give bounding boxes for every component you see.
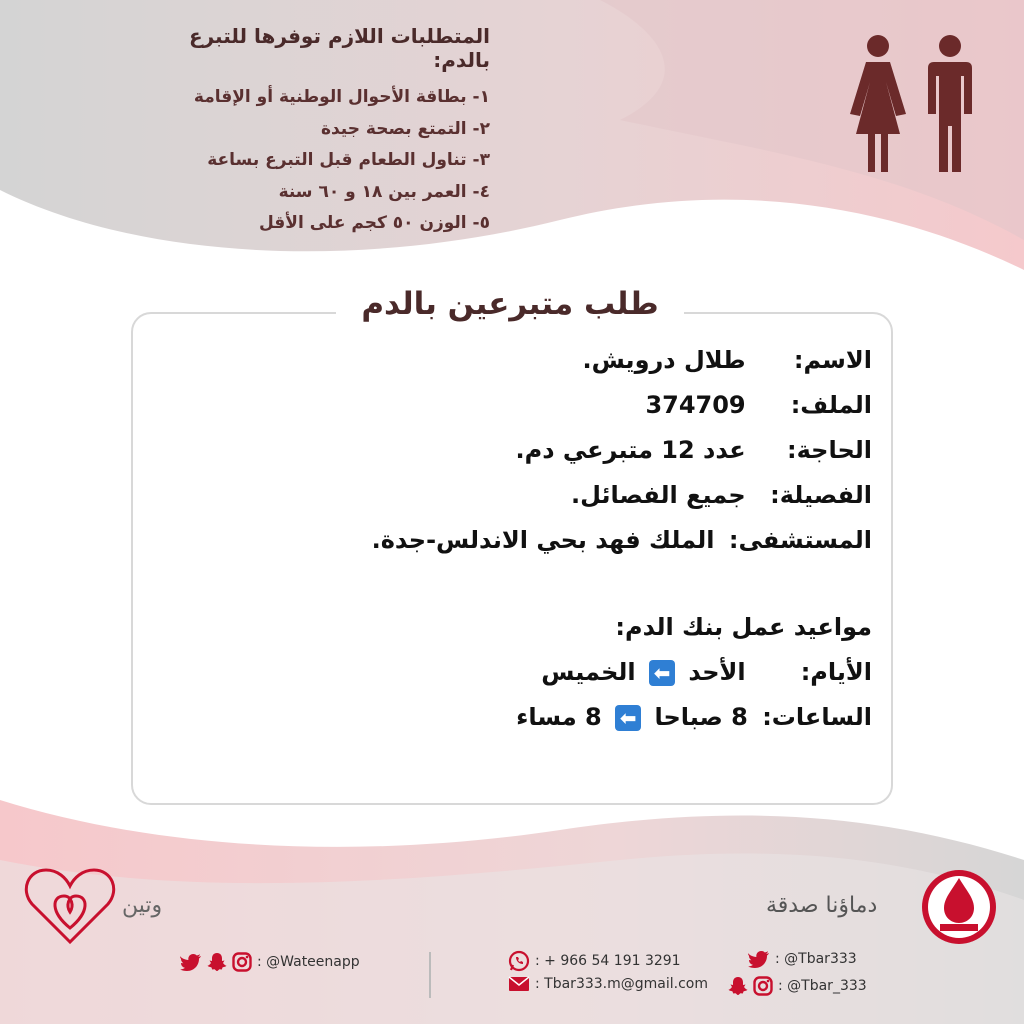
time-label: الساعات:: [762, 703, 872, 731]
phone-number[interactable]: : + 966 54 191 3291: [535, 953, 681, 969]
phone-contact: [508, 950, 681, 972]
man-woman-icon: [836, 30, 986, 180]
name-value: طلال درويش.: [582, 346, 746, 374]
file-row: [312, 383, 872, 428]
days-from: الأحد: [688, 658, 746, 686]
need-value: عدد 12 متبرعي دم.: [515, 436, 746, 464]
need-row: [312, 428, 872, 473]
wateen-brand: وتين: [122, 893, 163, 918]
days-label: الأيام:: [800, 658, 872, 686]
twitter-contact: [748, 950, 857, 968]
footer-divider: [429, 952, 431, 998]
requirements-title: المتطلبات اللازم توفرها للتبرع بالدم:: [188, 24, 490, 72]
instagram-icon: [232, 952, 252, 972]
arrow-left-icon: ⬅: [615, 705, 641, 731]
email-address[interactable]: : Tbar333.m@gmail.com: [535, 976, 708, 992]
hospital-row: [312, 518, 872, 563]
requirement-item: ١- بطاقة الأحوال الوطنية أو الإقامة: [193, 87, 490, 107]
twitter-icon: [748, 950, 770, 968]
days-to: الخميس: [541, 658, 636, 686]
hospital-label: المستشفى:: [728, 526, 872, 554]
hospital-value: الملك فهد بحي الاندلس-جدة.: [371, 526, 715, 554]
wateen-heart-logo: [22, 866, 118, 946]
blood-drop-logo: [920, 868, 998, 946]
snap-insta-handle[interactable]: : @Tbar_333: [778, 978, 867, 994]
card-title: طلب متبرعين بالدم: [336, 280, 684, 330]
days-row: [312, 650, 872, 695]
twitter-icon: [180, 953, 202, 971]
blood-type-label: الفصيلة:: [770, 481, 872, 509]
damauna-brand: دماؤنا صدقة: [766, 893, 878, 918]
requirement-item: ٢- التمتع بصحة جيدة: [320, 118, 490, 139]
email-contact: [508, 976, 708, 992]
hours-title: مواعيد عمل بنك الدم:: [615, 613, 872, 641]
arrow-left-icon: ⬅: [649, 660, 675, 686]
time-row: [312, 695, 872, 740]
file-value: 374709: [645, 391, 746, 419]
requirement-item: ٣- تناول الطعام قبل التبرع بساعة: [207, 150, 490, 170]
blood-type-row: [312, 473, 872, 518]
request-details: [312, 338, 872, 740]
snapchat-icon: [728, 976, 748, 996]
name-row: [312, 338, 872, 383]
snapchat-icon: [207, 952, 227, 972]
snap-insta-contact: [728, 976, 867, 996]
requirement-item: ٥- الوزن ٥٠ كجم على الأقل: [259, 213, 490, 233]
twitter-handle[interactable]: : @Tbar333: [775, 951, 857, 967]
instagram-icon: [753, 976, 773, 996]
whatsapp-icon: [508, 950, 530, 972]
requirement-item: ٤- العمر بين ١٨ و ٦٠ سنة: [278, 181, 490, 202]
blood-type-value: جميع الفصائل.: [570, 481, 746, 509]
wateen-handle[interactable]: : @Wateenapp: [257, 954, 360, 970]
requirements-section: [150, 24, 490, 240]
file-label: الملف:: [790, 391, 872, 419]
email-icon: [508, 976, 530, 992]
need-label: الحاجة:: [787, 436, 872, 464]
wateen-social: [180, 952, 360, 972]
name-label: الاسم:: [793, 346, 872, 374]
time-from: 8 صباحا: [654, 703, 748, 731]
time-to: 8 مساء: [516, 703, 602, 731]
